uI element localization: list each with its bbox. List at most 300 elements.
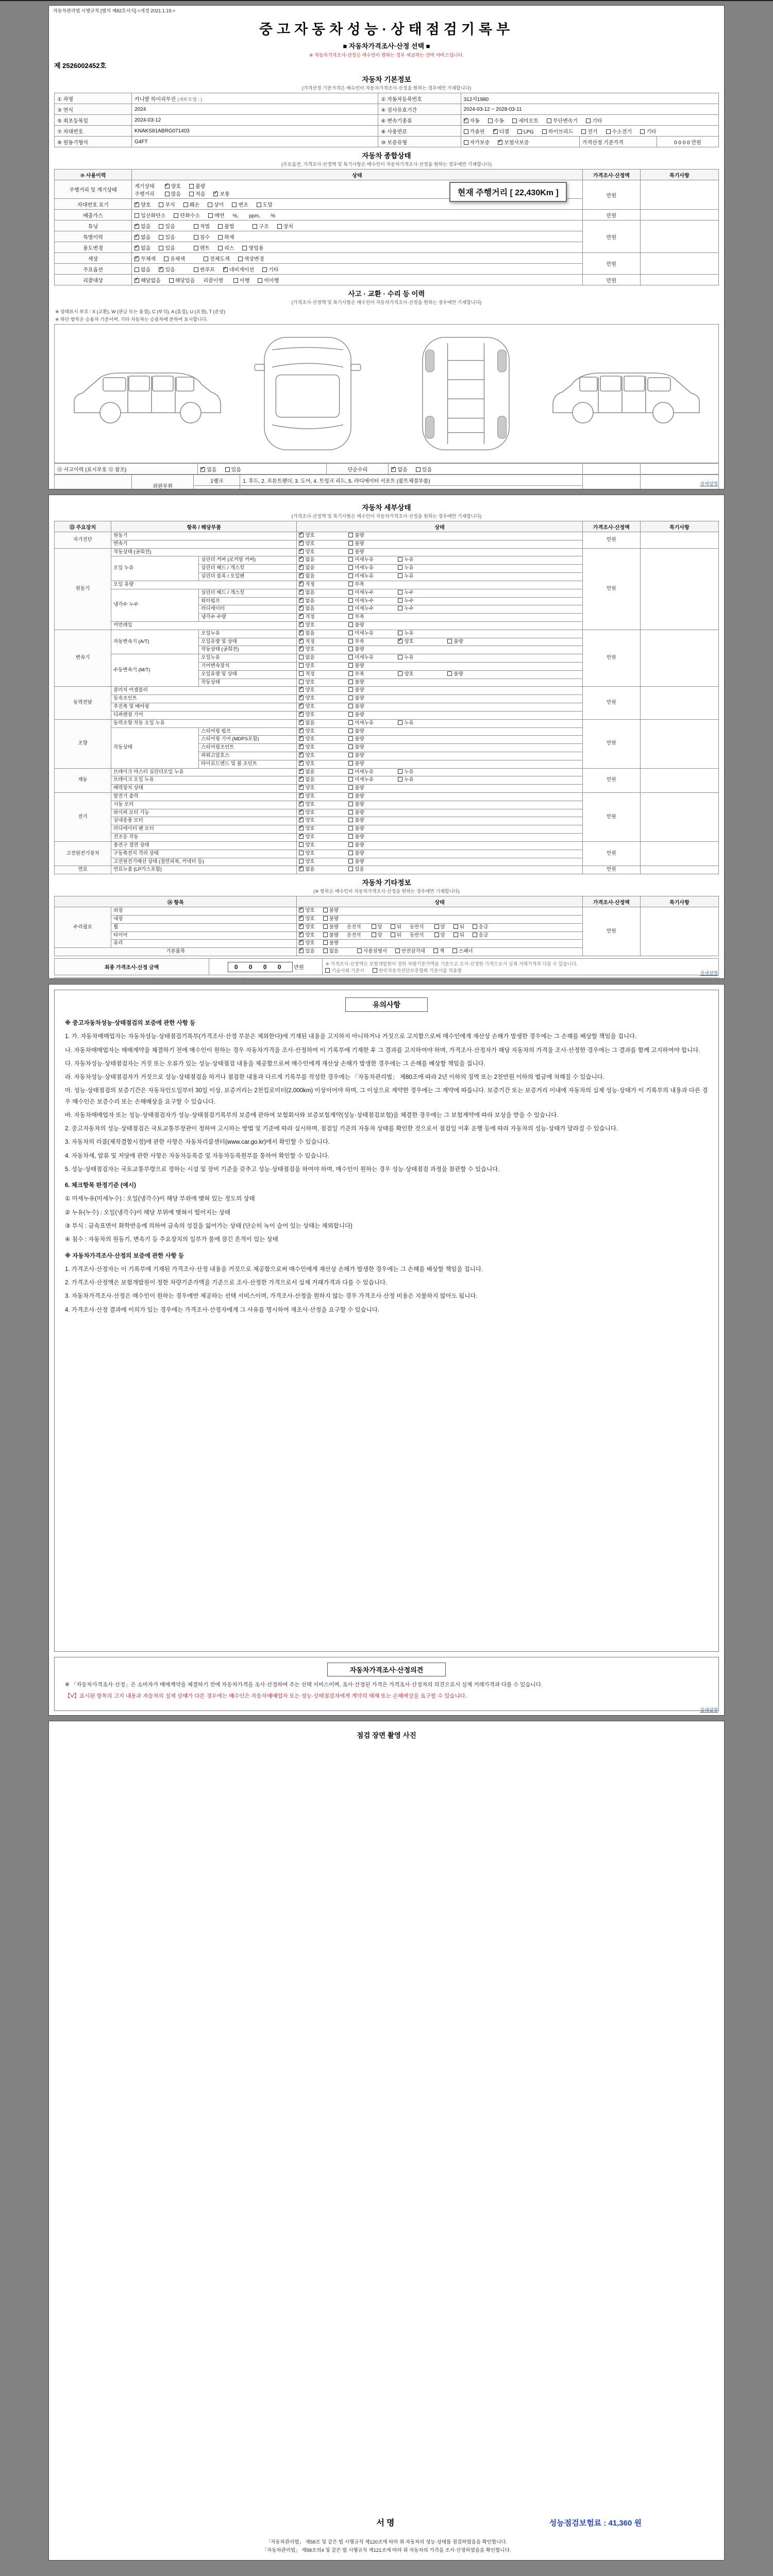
option-있음 xyxy=(159,265,175,273)
checkbox-없음[interactable] xyxy=(391,467,396,472)
checkbox-label: 불량 xyxy=(355,760,364,767)
item-label: 고전원전기배선 상태 (절연피복, 커넥터 등) xyxy=(111,858,297,866)
option-화재 xyxy=(218,233,234,241)
checkbox-수동[interactable] xyxy=(488,118,493,123)
detail-description-link[interactable]: 상세설명 xyxy=(700,971,718,976)
checkbox-적정[interactable] xyxy=(299,671,304,676)
checkbox-불량[interactable] xyxy=(348,826,353,831)
checkbox-label: 해당없음 xyxy=(141,278,161,284)
checkbox-label: 있음 xyxy=(165,224,175,230)
checkbox-적정[interactable] xyxy=(299,614,304,619)
checkbox-가솔린[interactable] xyxy=(464,129,468,134)
checkbox-있음[interactable] xyxy=(159,267,163,272)
checkbox-label: 불량 xyxy=(329,916,339,922)
form-reference: 자동차관리법 시행규칙 [별지 제82호서식] <개정 2021.1.19.> xyxy=(53,8,176,13)
option-불량 xyxy=(447,671,495,678)
etc-state-cell xyxy=(297,948,582,956)
checkbox-양호[interactable] xyxy=(299,647,304,651)
checkbox-보험사보증[interactable] xyxy=(498,140,502,145)
checkbox-없음[interactable] xyxy=(299,598,304,603)
checkbox-상이[interactable] xyxy=(208,202,212,207)
checkbox-label: 네비게이션 xyxy=(229,267,255,273)
checkbox-영업용[interactable] xyxy=(242,246,247,250)
checkbox-적법[interactable] xyxy=(194,224,198,229)
checkbox-기타[interactable] xyxy=(640,129,645,134)
checkbox-색상변경[interactable] xyxy=(238,257,243,261)
checkbox-탄화수소[interactable] xyxy=(174,213,178,218)
checkbox-누유[interactable] xyxy=(398,557,402,562)
checkbox-양호[interactable] xyxy=(299,793,304,798)
checkbox-불량[interactable] xyxy=(447,671,452,676)
checkbox-없음[interactable] xyxy=(299,606,304,611)
checkbox-앞[interactable] xyxy=(372,924,376,929)
checkbox-화재[interactable] xyxy=(218,235,223,240)
checkbox-수소전기[interactable] xyxy=(606,129,611,134)
checkbox-양호[interactable] xyxy=(299,753,304,757)
checkbox-자가보증[interactable] xyxy=(464,140,468,145)
checkbox-label: 양호 xyxy=(305,924,315,930)
checkbox-부식[interactable] xyxy=(159,202,163,207)
checkbox-부족[interactable] xyxy=(348,614,353,619)
checkbox-없음[interactable] xyxy=(135,235,139,240)
checkbox-기술사회 기준서[interactable] xyxy=(325,968,330,973)
option-적정 xyxy=(299,671,346,678)
checkbox-불량[interactable] xyxy=(348,680,353,684)
checkbox-불량[interactable] xyxy=(348,696,353,700)
checkbox-한국자동차진단보증협회 기준서를 적용함[interactable] xyxy=(373,968,377,973)
state-cell xyxy=(297,801,582,809)
checkbox-양호[interactable] xyxy=(299,744,304,749)
checkbox-미세누수[interactable] xyxy=(348,606,353,611)
price-cell: 만원 xyxy=(582,907,640,956)
option-양호 xyxy=(299,753,346,759)
checkbox-불량[interactable] xyxy=(348,859,353,863)
option-부족 xyxy=(348,671,396,678)
checkbox-있음[interactable] xyxy=(159,235,163,240)
price-cell: 만원 xyxy=(582,866,640,874)
checkbox-보통[interactable] xyxy=(213,192,218,196)
checkbox-양호[interactable] xyxy=(299,859,304,863)
col-state: 상태 xyxy=(297,521,582,532)
checkbox-누유[interactable] xyxy=(398,777,402,782)
checkbox-불량[interactable] xyxy=(348,541,353,546)
checkbox-있음[interactable] xyxy=(159,246,163,250)
checkbox-일산화탄소[interactable] xyxy=(135,213,139,218)
checkbox-없음[interactable] xyxy=(299,720,304,725)
checkbox-양호[interactable] xyxy=(299,924,304,929)
note-cell xyxy=(640,210,718,221)
tbody xyxy=(55,532,719,874)
checkbox-렌트[interactable] xyxy=(194,246,198,250)
checkbox-label: 양호 xyxy=(305,533,315,538)
option-있음 xyxy=(159,233,175,241)
simple-repair-label: 단순수리 xyxy=(327,464,389,474)
checkbox-불량[interactable] xyxy=(348,802,353,806)
checkbox-양호[interactable] xyxy=(299,687,304,692)
checkbox-유채색[interactable] xyxy=(164,257,169,261)
checkbox-불량[interactable] xyxy=(348,647,353,651)
accident-history-label: ⑪ 사고이력 (표시부호 ⑫ 참조) xyxy=(55,464,198,474)
checkbox-적정[interactable] xyxy=(299,639,304,643)
checkbox-불량[interactable] xyxy=(348,736,353,741)
checkbox-불량[interactable] xyxy=(348,622,353,627)
checkbox-적음[interactable] xyxy=(189,192,194,196)
checkbox-양호[interactable] xyxy=(299,933,304,937)
checkbox-없음[interactable] xyxy=(299,777,304,782)
checkbox-label: 가솔린 xyxy=(469,129,485,135)
checkbox-부족[interactable] xyxy=(348,671,353,676)
checkbox-양호[interactable] xyxy=(299,810,304,815)
option-가솔린 xyxy=(464,127,485,135)
option-양호 xyxy=(299,622,346,629)
checkbox-양호[interactable] xyxy=(299,549,304,554)
table-row xyxy=(55,464,719,474)
checkbox-양호[interactable] xyxy=(299,663,304,668)
checkbox-양호[interactable] xyxy=(299,834,304,839)
checkbox-해당없음[interactable] xyxy=(135,278,139,283)
checkbox-하이브리드[interactable] xyxy=(542,129,547,134)
checkbox-양호[interactable] xyxy=(299,851,304,855)
checkbox-미세누유[interactable] xyxy=(348,631,353,635)
option-있음 xyxy=(416,465,432,473)
checkbox-매연[interactable] xyxy=(208,213,213,218)
checkbox-label: 기타 xyxy=(592,118,602,124)
checkbox-불량[interactable] xyxy=(348,712,353,717)
option-양호 xyxy=(299,712,346,719)
checkbox-훼손[interactable] xyxy=(183,202,188,207)
checkbox-전체도색[interactable] xyxy=(204,257,208,261)
section-title-etc: 자동차 기타정보 xyxy=(362,879,411,887)
checkbox-부족[interactable] xyxy=(348,582,353,586)
usage-state-cell xyxy=(132,180,583,199)
checkbox-불량[interactable] xyxy=(323,908,328,912)
checkbox-불량[interactable] xyxy=(348,663,353,668)
checkbox-불량[interactable] xyxy=(323,933,328,937)
notice-line: 3. 자동차가격조사·산정은 매수인이 원하는 경우에만 제공하는 선택 서비스이며, 가격조사·산정을 원하지 않는 경우 가격조사·산정 비용은 지불하지 않아도 됩니다. xyxy=(65,1293,478,1300)
checkbox-label: 양호 xyxy=(305,752,315,758)
checkbox-양호[interactable] xyxy=(299,728,304,733)
checkbox-불법[interactable] xyxy=(218,224,223,229)
state-cell xyxy=(297,581,582,589)
checkbox-무채색[interactable] xyxy=(135,257,139,261)
checkbox-불량[interactable] xyxy=(348,744,353,749)
checkbox-양호[interactable] xyxy=(299,940,304,945)
warranty-label: ⑩ 보증유형 xyxy=(378,137,461,147)
checkbox-label: 앞 xyxy=(377,932,382,938)
option-전체도색 xyxy=(204,255,230,262)
option-없음 xyxy=(135,222,150,230)
checkbox-응급[interactable] xyxy=(473,924,477,929)
checkbox-양호[interactable] xyxy=(299,761,304,766)
checkbox-label: 색상변경 xyxy=(244,256,264,262)
checkbox-사용설명서[interactable] xyxy=(357,948,362,953)
option-없음 xyxy=(391,465,407,473)
checkbox-미세누수[interactable] xyxy=(348,598,353,603)
checkbox-디젤[interactable] xyxy=(493,129,498,134)
checkbox-누수[interactable] xyxy=(398,606,402,611)
checkbox-누유[interactable] xyxy=(398,769,402,774)
checkbox-구조[interactable] xyxy=(253,224,257,229)
checkbox-뒤[interactable] xyxy=(391,924,395,929)
checkbox-label: 매연 xyxy=(214,213,225,219)
checkbox-미세누유[interactable] xyxy=(348,720,353,725)
checkbox-label: 없음 xyxy=(305,557,315,563)
checkbox-있음[interactable] xyxy=(416,467,421,472)
checkbox-불량[interactable] xyxy=(348,549,353,554)
option-적정 xyxy=(299,582,346,588)
checkbox-불량[interactable] xyxy=(348,785,353,790)
checkbox-앞[interactable] xyxy=(372,933,376,937)
checkbox-없음[interactable] xyxy=(135,267,139,272)
note-cell xyxy=(640,630,718,687)
etc-item-label: 유리 xyxy=(111,940,297,948)
checkbox-자동[interactable] xyxy=(464,118,468,123)
checkbox-양호[interactable] xyxy=(398,671,402,676)
checkbox-세미오토[interactable] xyxy=(512,118,517,123)
checkbox-불량[interactable] xyxy=(323,940,328,945)
usage-row xyxy=(55,210,719,221)
price-cell: 만원 xyxy=(582,548,640,630)
device-row xyxy=(55,841,719,850)
checkbox-label: 양호 xyxy=(305,704,315,710)
checkbox-누유[interactable] xyxy=(398,655,402,659)
checkbox-없음[interactable] xyxy=(135,246,139,250)
notice-line: ※ 중고자동차성능·상태점검의 보증에 관한 사항 등 xyxy=(65,1020,196,1026)
checkbox-미세누유[interactable] xyxy=(348,769,353,774)
checkbox-뒤[interactable] xyxy=(453,933,458,937)
checkbox-양호[interactable] xyxy=(299,533,304,537)
checkbox-불량[interactable] xyxy=(348,842,353,847)
subitem-label: 작동상태 (공회전) xyxy=(199,646,297,654)
checkbox-변조[interactable] xyxy=(232,202,237,207)
checkbox-누유[interactable] xyxy=(398,573,402,578)
checkbox-양호[interactable] xyxy=(299,802,304,806)
checkbox-label: 양호 xyxy=(305,818,315,824)
checkbox-불량[interactable] xyxy=(348,533,353,537)
checkbox-리스[interactable] xyxy=(218,246,223,250)
checkbox-불량[interactable] xyxy=(348,793,353,798)
etc-item-label: 휠 xyxy=(111,923,297,931)
checkbox-불량[interactable] xyxy=(323,924,328,929)
checkbox-불량[interactable] xyxy=(348,728,353,733)
checkbox-앞[interactable] xyxy=(434,933,439,937)
checkbox-불량[interactable] xyxy=(348,761,353,766)
checkbox-label: 미세누유 xyxy=(355,720,374,726)
checkbox-불량[interactable] xyxy=(348,818,353,822)
checkbox-양호[interactable] xyxy=(299,818,304,822)
rect xyxy=(351,364,361,370)
device-row xyxy=(55,687,719,695)
checkbox-불량[interactable] xyxy=(348,704,353,708)
checkbox-썬루프[interactable] xyxy=(194,267,198,272)
option-불량 xyxy=(447,639,495,646)
checkbox-기타[interactable] xyxy=(586,118,591,123)
checkbox-없음[interactable] xyxy=(299,769,304,774)
checkbox-미세누유[interactable] xyxy=(348,655,353,659)
checkbox-미세누유[interactable] xyxy=(348,565,353,570)
checkbox-없음[interactable] xyxy=(135,224,139,229)
checkbox-안전삼각대[interactable] xyxy=(395,948,400,953)
checkbox-label: 있음 xyxy=(165,267,175,273)
option-디젤 xyxy=(493,127,509,135)
checkbox-양호[interactable] xyxy=(299,785,304,790)
option-전기 xyxy=(581,127,597,135)
checkbox-양호[interactable] xyxy=(299,680,304,684)
option-기술사회 기준서 xyxy=(325,967,364,974)
checkbox-불량[interactable] xyxy=(348,753,353,757)
checkbox-네비게이션[interactable] xyxy=(223,267,228,272)
checkbox-해당있음[interactable] xyxy=(169,278,174,283)
checkbox-양호[interactable] xyxy=(299,541,304,546)
checkbox-이행[interactable] xyxy=(233,278,238,283)
checkbox-누유[interactable] xyxy=(398,631,402,635)
option-유채색 xyxy=(164,255,185,262)
checkbox-앞[interactable] xyxy=(434,924,439,929)
checkbox-누수[interactable] xyxy=(398,598,402,603)
checkbox-label: 불량 xyxy=(355,647,364,653)
state-code-legend: ※ 상태표시 부호 : X (교환), W (판금 또는 용접), C (부식), A (흠집), U (요철), T (손상) xyxy=(55,309,225,314)
option-있음 xyxy=(159,222,175,230)
detail-description-link[interactable]: 상세설명 xyxy=(700,1707,718,1713)
checkbox-미세누유[interactable] xyxy=(348,573,353,578)
checkbox-불량[interactable] xyxy=(323,916,328,921)
checkbox-없음[interactable] xyxy=(299,573,304,578)
checkbox-불량[interactable] xyxy=(447,639,452,643)
item-label: 자동변속기 (A/T) xyxy=(111,630,199,654)
checkbox-label: 불법 xyxy=(224,224,234,230)
usage-label: 주행거리 및 계기상태 xyxy=(55,180,132,199)
option-없음 xyxy=(299,565,346,572)
base-price-digits: 0 0 0 0 xyxy=(674,140,690,146)
checkbox-label: 디젤 xyxy=(499,129,509,135)
checkbox-양호[interactable] xyxy=(135,202,139,207)
note-cell xyxy=(640,464,718,474)
checkbox-도말[interactable] xyxy=(257,202,261,207)
item-label: 브레이크 마스터 실린더오일 누유 xyxy=(111,768,297,776)
notice-line: 4. 가격조사·산정 결과에 이의가 있는 경우에는 가격조사·산정자에게 그 사유를 명시하여 재조사·산정을 요구할 수 있습니다. xyxy=(65,1307,380,1313)
checkbox-없음[interactable] xyxy=(299,557,304,562)
checkbox-장치[interactable] xyxy=(277,224,282,229)
checkbox-있음[interactable] xyxy=(299,948,304,953)
checkbox-불량[interactable] xyxy=(189,184,194,189)
rect xyxy=(423,337,509,450)
option-영업용 xyxy=(242,244,263,251)
checkbox-양호[interactable] xyxy=(299,826,304,831)
checkbox-없음[interactable] xyxy=(299,565,304,570)
checkbox-많음[interactable] xyxy=(165,192,170,196)
checkbox-label: 불량 xyxy=(453,638,463,645)
option-불량 xyxy=(323,916,339,923)
checkbox-적정[interactable] xyxy=(299,582,304,586)
checkbox-label: 부식 xyxy=(165,202,175,208)
checkbox-label: 변조 xyxy=(238,202,248,208)
checkbox-양호[interactable] xyxy=(299,622,304,627)
option-없음 xyxy=(299,590,346,597)
checkbox-불량[interactable] xyxy=(348,687,353,692)
item-label: 실내송풍 모터 xyxy=(111,817,297,825)
option-LPG xyxy=(517,129,534,135)
checkbox-누유[interactable] xyxy=(398,720,402,725)
table-row xyxy=(55,978,719,979)
checkbox-누수[interactable] xyxy=(398,590,402,595)
car-name: 카니발 하이리무진 xyxy=(135,96,176,103)
checkbox-스패너[interactable] xyxy=(452,948,457,953)
state-text: ppm, xyxy=(249,213,261,219)
checkbox-양호[interactable] xyxy=(299,712,304,717)
checkbox-기타[interactable] xyxy=(262,267,267,272)
checkbox-응급[interactable] xyxy=(473,933,477,937)
checkbox-없음[interactable] xyxy=(299,631,304,635)
checkbox-label: 누유 xyxy=(404,655,414,661)
checkbox-잭[interactable] xyxy=(433,948,438,953)
checkbox-label: 누유 xyxy=(404,777,414,783)
checkbox-양호[interactable] xyxy=(299,908,304,912)
checkbox-불량[interactable] xyxy=(348,851,353,855)
checkbox-양호[interactable] xyxy=(165,184,170,189)
option-양호 xyxy=(398,671,445,678)
checkbox-label: 뒤 xyxy=(396,932,401,938)
option-없음 xyxy=(299,777,346,784)
checkbox-양호[interactable] xyxy=(299,736,304,741)
option-장치 xyxy=(277,222,293,230)
checkbox-없음[interactable] xyxy=(323,948,328,953)
first-reg-label: ⑤ 최초등록일 xyxy=(55,115,132,126)
option-없음 xyxy=(299,631,346,637)
checkbox-양호[interactable] xyxy=(299,842,304,847)
checkbox-label: 수소전기 xyxy=(612,129,632,135)
checkbox-뒤[interactable] xyxy=(391,933,395,937)
item-label: 동력조향 작동 오일 누유 xyxy=(111,719,297,727)
checkbox-있음[interactable] xyxy=(225,467,230,472)
checkbox-없음[interactable] xyxy=(299,590,304,595)
etc-item-label: 내장 xyxy=(111,915,297,923)
tbody xyxy=(55,180,719,285)
checkbox-label: 양호 xyxy=(305,842,315,848)
checkbox-미세누유[interactable] xyxy=(348,557,353,562)
checkbox-무단변속기[interactable] xyxy=(547,118,551,123)
option-응급 xyxy=(473,924,488,931)
detail-description-link[interactable]: 상세설명 xyxy=(700,481,718,486)
checkbox-양호[interactable] xyxy=(299,704,304,708)
checkbox-label: 양호 xyxy=(305,622,315,628)
inspection-value: 2024-03-12 ~ 2028-03-11 xyxy=(461,104,718,115)
checkbox-양호[interactable] xyxy=(299,916,304,921)
checkbox-양호[interactable] xyxy=(398,639,402,643)
checkbox-뒤[interactable] xyxy=(453,924,458,929)
checkbox-침수[interactable] xyxy=(194,235,198,240)
checkbox-불량[interactable] xyxy=(348,810,353,815)
checkbox-없음[interactable] xyxy=(299,655,304,659)
checkbox-없음[interactable] xyxy=(299,867,304,871)
checkbox-미세누수[interactable] xyxy=(348,590,353,595)
checkbox-양호[interactable] xyxy=(299,696,304,700)
checkbox-부족[interactable] xyxy=(348,639,353,643)
checkbox-label: 누유 xyxy=(404,573,414,580)
option-누수 xyxy=(398,606,445,613)
checkbox-없음[interactable] xyxy=(200,467,205,472)
checkbox-label: 리스 xyxy=(224,245,234,251)
device-row xyxy=(55,548,719,556)
checkbox-불량[interactable] xyxy=(348,834,353,839)
checkbox-있음[interactable] xyxy=(348,867,353,871)
checkbox-전기[interactable] xyxy=(581,129,586,134)
usage-state-cell xyxy=(132,264,583,275)
checkbox-미이행[interactable] xyxy=(258,278,262,283)
checkbox-미세누유[interactable] xyxy=(348,777,353,782)
checkbox-누유[interactable] xyxy=(398,565,402,570)
checkbox-있음[interactable] xyxy=(159,224,163,229)
checkbox-LPG[interactable] xyxy=(517,129,522,134)
